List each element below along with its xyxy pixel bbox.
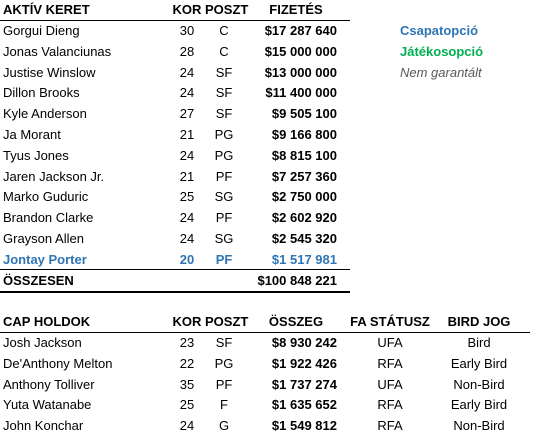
legend-player-option: Játékosopció	[400, 44, 484, 59]
player-age: 21	[179, 168, 195, 184]
cap-header-pos: POSZT	[205, 314, 249, 329]
player-name: Gorgui Dieng	[3, 23, 80, 38]
cap-player-bird: Early Bird	[450, 397, 508, 413]
player-salary: $2 750 000	[271, 189, 337, 205]
cap-player-age: 23	[179, 335, 195, 350]
player-pos: SF	[215, 64, 233, 80]
cap-header-fa: FA STÁTUSZ	[350, 314, 430, 329]
player-salary: $2 602 920	[271, 210, 337, 226]
cap-player-name: Anthony Tolliver	[3, 376, 95, 392]
player-age: 24	[179, 85, 195, 101]
cap-player-fa: RFA	[377, 355, 403, 371]
roster-header-pos: POSZT	[205, 2, 249, 17]
player-salary: $7 257 360	[271, 168, 337, 184]
cap-player-age: 35	[179, 376, 195, 392]
cap-player-age: 24	[179, 418, 195, 434]
cap-player-pos: PF	[215, 376, 233, 392]
cap-player-fa: UFA	[377, 376, 403, 392]
player-salary: $1 517 981	[271, 251, 337, 267]
player-salary: $2 545 320	[271, 231, 337, 246]
total-value: $100 848 221	[257, 272, 337, 288]
cap-player-name: Josh Jackson	[3, 335, 82, 350]
player-name: Jaren Jackson Jr.	[3, 168, 105, 184]
player-salary: $17 287 640	[264, 23, 337, 38]
cap-player-pos: SF	[215, 335, 233, 350]
player-age: 21	[179, 127, 195, 142]
player-pos: SG	[214, 189, 234, 205]
cap-header-name: CAP HOLDOK	[3, 314, 91, 329]
cap-player-name: John Konchar	[3, 418, 84, 434]
cap-player-amount: $1 549 812	[271, 418, 337, 434]
cap-player-fa: UFA	[377, 335, 403, 350]
player-age: 25	[179, 189, 195, 205]
player-age: 20	[179, 251, 195, 267]
cap-player-pos: PG	[214, 355, 234, 371]
player-pos: PG	[214, 127, 234, 142]
roster-bottom-rule	[0, 291, 350, 293]
player-salary: $13 000 000	[264, 64, 337, 80]
player-age: 30	[179, 23, 195, 38]
cap-header-age: KOR	[172, 314, 202, 329]
cap-player-name: Yuta Watanabe	[3, 397, 92, 413]
player-pos: SG	[214, 231, 234, 246]
player-name: Tyus Jones	[3, 147, 69, 163]
player-pos: SF	[215, 106, 233, 122]
player-name: Marko Guduric	[3, 189, 89, 205]
player-pos: PG	[214, 147, 234, 163]
player-pos: C	[219, 23, 229, 38]
player-name: Jonas Valanciunas	[3, 43, 112, 59]
cap-player-age: 22	[179, 355, 195, 371]
player-name: Ja Morant	[3, 127, 61, 142]
cap-header-amount: ÖSSZEG	[268, 314, 324, 329]
roster-header-name: AKTÍV KERET	[3, 2, 90, 17]
player-salary: $8 815 100	[271, 147, 337, 163]
cap-player-fa: RFA	[377, 397, 403, 413]
player-salary: $9 166 800	[271, 127, 337, 142]
player-pos: PF	[215, 251, 233, 267]
player-name: Jontay Porter	[3, 251, 87, 267]
player-pos: C	[219, 43, 229, 59]
player-salary: $11 400 000	[265, 85, 337, 101]
player-name: Dillon Brooks	[3, 85, 80, 101]
player-pos: PF	[215, 168, 233, 184]
player-name: Justise Winslow	[3, 64, 96, 80]
player-age: 24	[179, 210, 195, 226]
legend-non-guaranteed: Nem garantált	[400, 65, 482, 80]
cap-player-fa: RFA	[377, 418, 403, 434]
player-name: Brandon Clarke	[3, 210, 94, 226]
player-salary: $15 000 000	[264, 43, 337, 59]
player-name: Grayson Allen	[3, 231, 84, 246]
cap-player-amount: $8 930 242	[271, 335, 337, 350]
cap-player-amount: $1 737 274	[271, 376, 337, 392]
player-age: 24	[179, 231, 195, 246]
cap-player-bird: Non-Bird	[453, 418, 505, 434]
player-age: 24	[179, 64, 195, 80]
total-label: ÖSSZESEN	[3, 272, 74, 288]
player-age: 28	[179, 43, 195, 59]
player-pos: SF	[215, 85, 233, 101]
cap-player-bird: Early Bird	[450, 355, 508, 371]
cap-player-name: De'Anthony Melton	[3, 355, 113, 371]
cap-header-bird: BIRD JOG	[447, 314, 511, 329]
player-age: 24	[179, 147, 195, 163]
player-pos: PF	[215, 210, 233, 226]
legend-team-option: Csapatopció	[400, 23, 479, 38]
cap-player-bird: Bird	[467, 335, 491, 350]
cap-player-pos: G	[218, 418, 230, 434]
cap-player-pos: F	[220, 397, 228, 413]
roster-header-salary: FIZETÉS	[269, 2, 323, 17]
player-age: 27	[179, 106, 195, 122]
roster-header-age: KOR	[172, 2, 202, 17]
cap-player-amount: $1 922 426	[271, 355, 337, 371]
player-salary: $9 505 100	[271, 106, 337, 122]
cap-player-bird: Non-Bird	[453, 376, 505, 392]
cap-player-amount: $1 635 652	[271, 397, 337, 413]
cap-player-age: 25	[179, 397, 195, 413]
player-name: Kyle Anderson	[3, 106, 87, 122]
